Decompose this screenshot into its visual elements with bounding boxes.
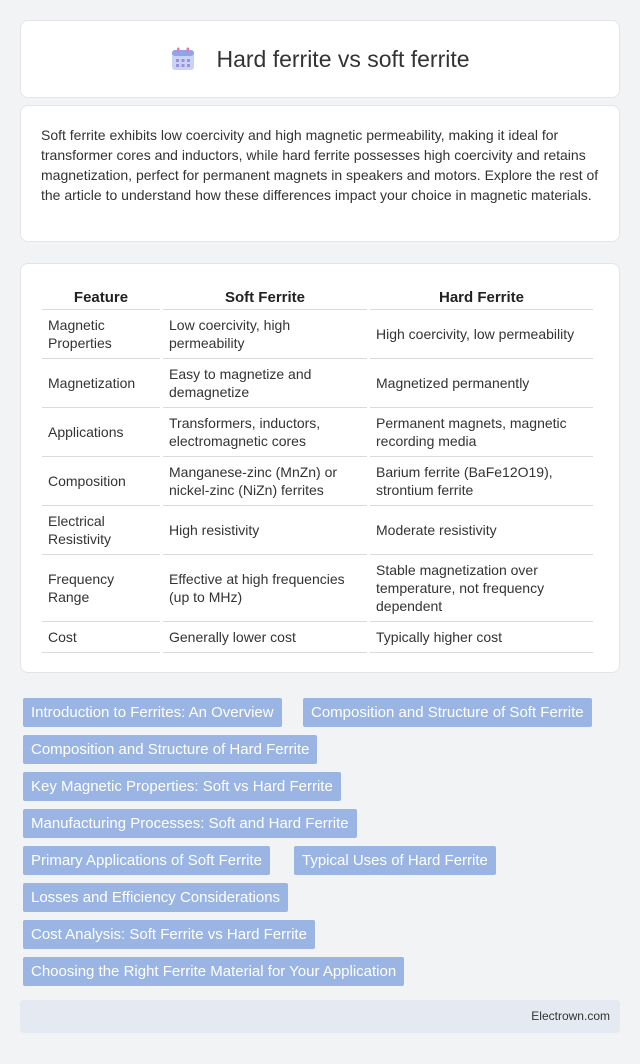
topic-link-hard-uses[interactable]: Typical Uses of Hard Ferrite — [294, 846, 496, 875]
header-card — [20, 20, 620, 98]
table-row — [42, 457, 593, 506]
table-cell: Permanent magnets, magnetic recording media — [370, 408, 593, 457]
calendar-icon — [170, 46, 196, 72]
topic-link-magnetic-properties[interactable]: Key Magnetic Properties: Soft vs Hard Ferrite — [23, 772, 341, 801]
table-row — [42, 408, 593, 457]
table-cell: Low coercivity, high permeability — [163, 310, 367, 359]
table-cell: Applications — [42, 408, 160, 457]
topic-link-cost[interactable]: Cost Analysis: Soft Ferrite vs Hard Ferrite — [23, 920, 315, 949]
table-cell: Magnetized permanently — [370, 359, 593, 408]
table-cell: Frequency Range — [42, 555, 160, 622]
topic-link-introduction[interactable]: Introduction to Ferrites: An Overview — [23, 698, 282, 727]
table-cell: Barium ferrite (BaFe12O19), strontium ferrite — [370, 457, 593, 506]
table-row — [42, 310, 593, 359]
page-title: Hard ferrite vs soft ferrite — [216, 45, 470, 72]
footer — [20, 1000, 620, 1033]
table-cell: Transformers, inductors, electromagnetic cores — [163, 408, 367, 457]
table-cell: High coercivity, low permeability — [370, 310, 593, 359]
comparison-card — [20, 263, 620, 673]
table-cell: High resistivity — [163, 506, 367, 555]
table-cell: Effective at high frequencies (up to MHz) — [163, 555, 367, 622]
table-cell: Stable magnetization over temperature, not frequency dependent — [370, 555, 593, 622]
topic-link-soft-composition[interactable]: Composition and Structure of Soft Ferrite — [303, 698, 592, 727]
intro-text: Soft ferrite exhibits low coercivity and high magnetic permeability, making it ideal for transformer cores and inductors, while hard ferrite possesses high coercivity and retains magnetization, perfect for permanent magnets in speakers and motors. Explore the rest of the article to understand how these differences impact your choice in magnetic materials. — [41, 127, 599, 203]
table-cell: Moderate resistivity — [370, 506, 593, 555]
table-cell: Generally lower cost — [163, 622, 367, 653]
intro-card — [20, 105, 620, 242]
table-cell: Composition — [42, 457, 160, 506]
topic-link-soft-applications[interactable]: Primary Applications of Soft Ferrite — [23, 846, 270, 875]
table-cell: Manganese-zinc (MnZn) or nickel-zinc (NiZn) ferrites — [163, 457, 367, 506]
topic-link-choosing[interactable]: Choosing the Right Ferrite Material for Your Application — [23, 957, 404, 986]
table-cell: Easy to magnetize and demagnetize — [163, 359, 367, 408]
table-row — [42, 506, 593, 555]
topic-link-losses[interactable]: Losses and Efficiency Considerations — [23, 883, 288, 912]
comparison-table — [39, 284, 596, 653]
table-cell: Magnetic Properties — [42, 310, 160, 359]
table-row — [42, 359, 593, 408]
table-cell: Electrical Resistivity — [42, 506, 160, 555]
topic-link-manufacturing[interactable]: Manufacturing Processes: Soft and Hard Ferrite — [23, 809, 357, 838]
table-row — [42, 622, 593, 653]
topic-link-hard-composition[interactable]: Composition and Structure of Hard Ferrite — [23, 735, 317, 764]
footer-brand: Electrown.com — [531, 1009, 610, 1023]
table-cell: Typically higher cost — [370, 622, 593, 653]
table-cell: Cost — [42, 622, 160, 653]
table-row — [42, 555, 593, 622]
header-soft-ferrite: Soft Ferrite — [163, 284, 367, 310]
header-feature: Feature — [42, 284, 160, 310]
header-hard-ferrite: Hard Ferrite — [370, 284, 593, 310]
table-cell: Magnetization — [42, 359, 160, 408]
